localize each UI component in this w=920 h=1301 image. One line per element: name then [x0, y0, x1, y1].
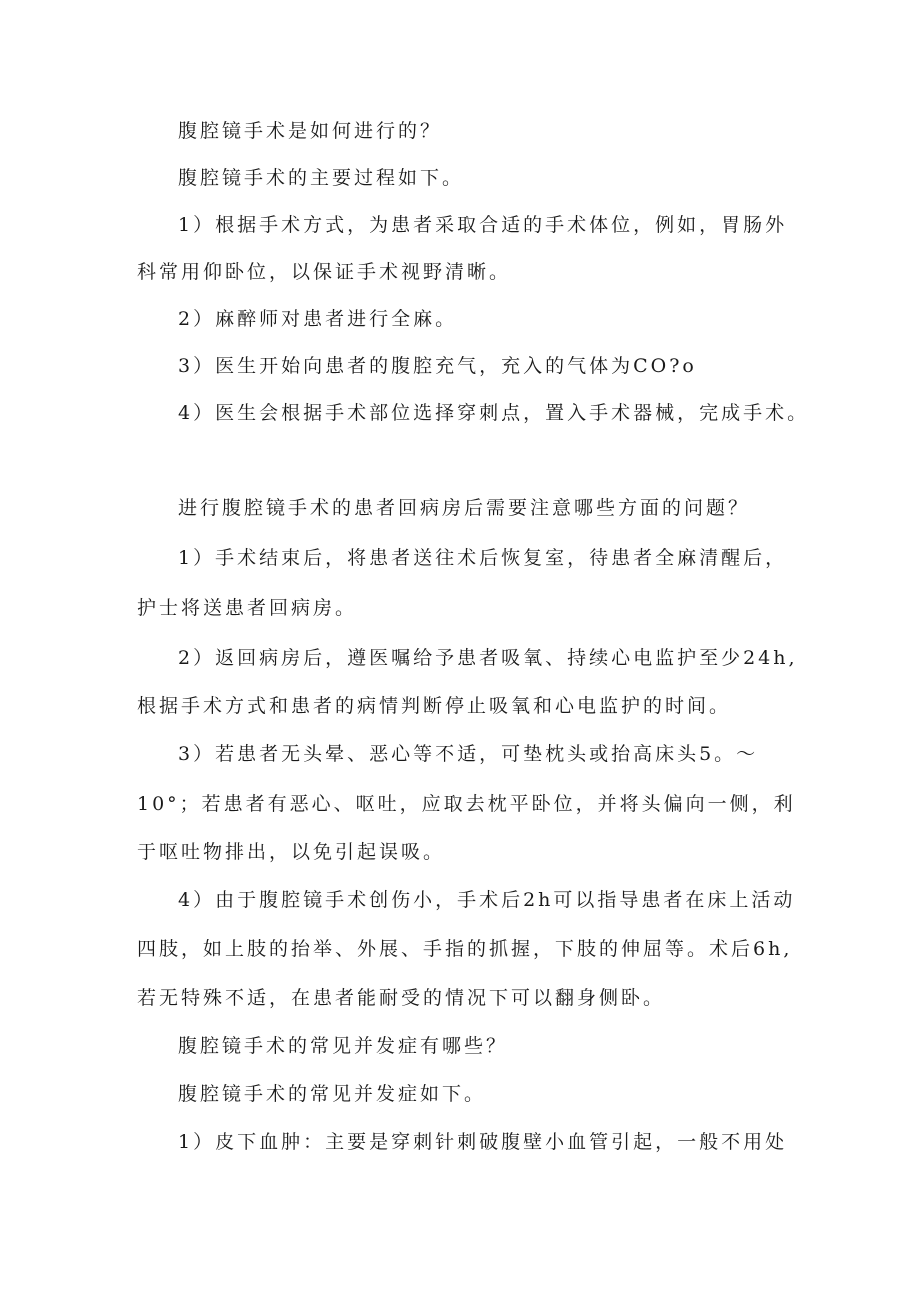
paragraph-line: 1）皮下血肿：主要是穿刺针刺破腹壁小血管引起，一般不用处: [178, 1131, 788, 1153]
paragraph-line: 腹腔镜手术的常见并发症如下。: [178, 1083, 487, 1105]
paragraph-line: 2）麻醉师对患者进行全麻。: [178, 308, 458, 330]
paragraph-line: 3）医生开始向患者的腹腔充气，充入的气体为CO?o: [178, 355, 697, 377]
paragraph-line: 四肢，如上肢的抬举、外展、手指的抓握，下肢的伸屈等。术后6h,: [137, 938, 793, 960]
question-heading-aftercare: 进行腹腔镜手术的患者回病房后需要注意哪些方面的问题？: [178, 497, 751, 519]
paragraph-line: 1）根据手术方式，为患者采取合适的手术体位，例如，胃肠外: [178, 214, 788, 236]
paragraph-line: 1）手术结束后，将患者送往术后恢复室，待患者全麻清醒后，: [178, 547, 788, 569]
paragraph-line: 3）若患者无头晕、恶心等不适，可垫枕头或抬高床头5。～: [178, 743, 759, 765]
paragraph-line: 10°；若患者有恶心、呕吐，应取去枕平卧位，并将头偏向一侧，利: [137, 793, 796, 815]
question-heading-complications: 腹腔镜手术的常见并发症有哪些？: [178, 1035, 509, 1057]
paragraph-line: 护士将送患者回病房。: [137, 597, 358, 619]
paragraph-line: 4）医生会根据手术部位选择穿刺点，置入手术器械，完成手术。: [178, 402, 810, 424]
paragraph-line: 4）由于腹腔镜手术创伤小，手术后2h可以指导患者在床上活动: [178, 889, 796, 911]
paragraph-line: 根据手术方式和患者的病情判断停止吸氧和心电监护的时间。: [137, 695, 732, 717]
question-heading-procedure: 腹腔镜手术是如何进行的？: [178, 120, 443, 142]
paragraph-line: 腹腔镜手术的主要过程如下。: [178, 167, 465, 189]
paragraph-line: 若无特殊不适，在患者能耐受的情况下可以翻身侧卧。: [137, 987, 666, 1009]
paragraph-line: 2）返回病房后，遵医嘱给予患者吸氧、持续心电监护至少24h,: [178, 647, 798, 669]
paragraph-line: 于呕吐物排出，以免引起误吸。: [137, 841, 446, 863]
paragraph-line: 科常用仰卧位，以保证手术视野清晰。: [137, 261, 512, 283]
